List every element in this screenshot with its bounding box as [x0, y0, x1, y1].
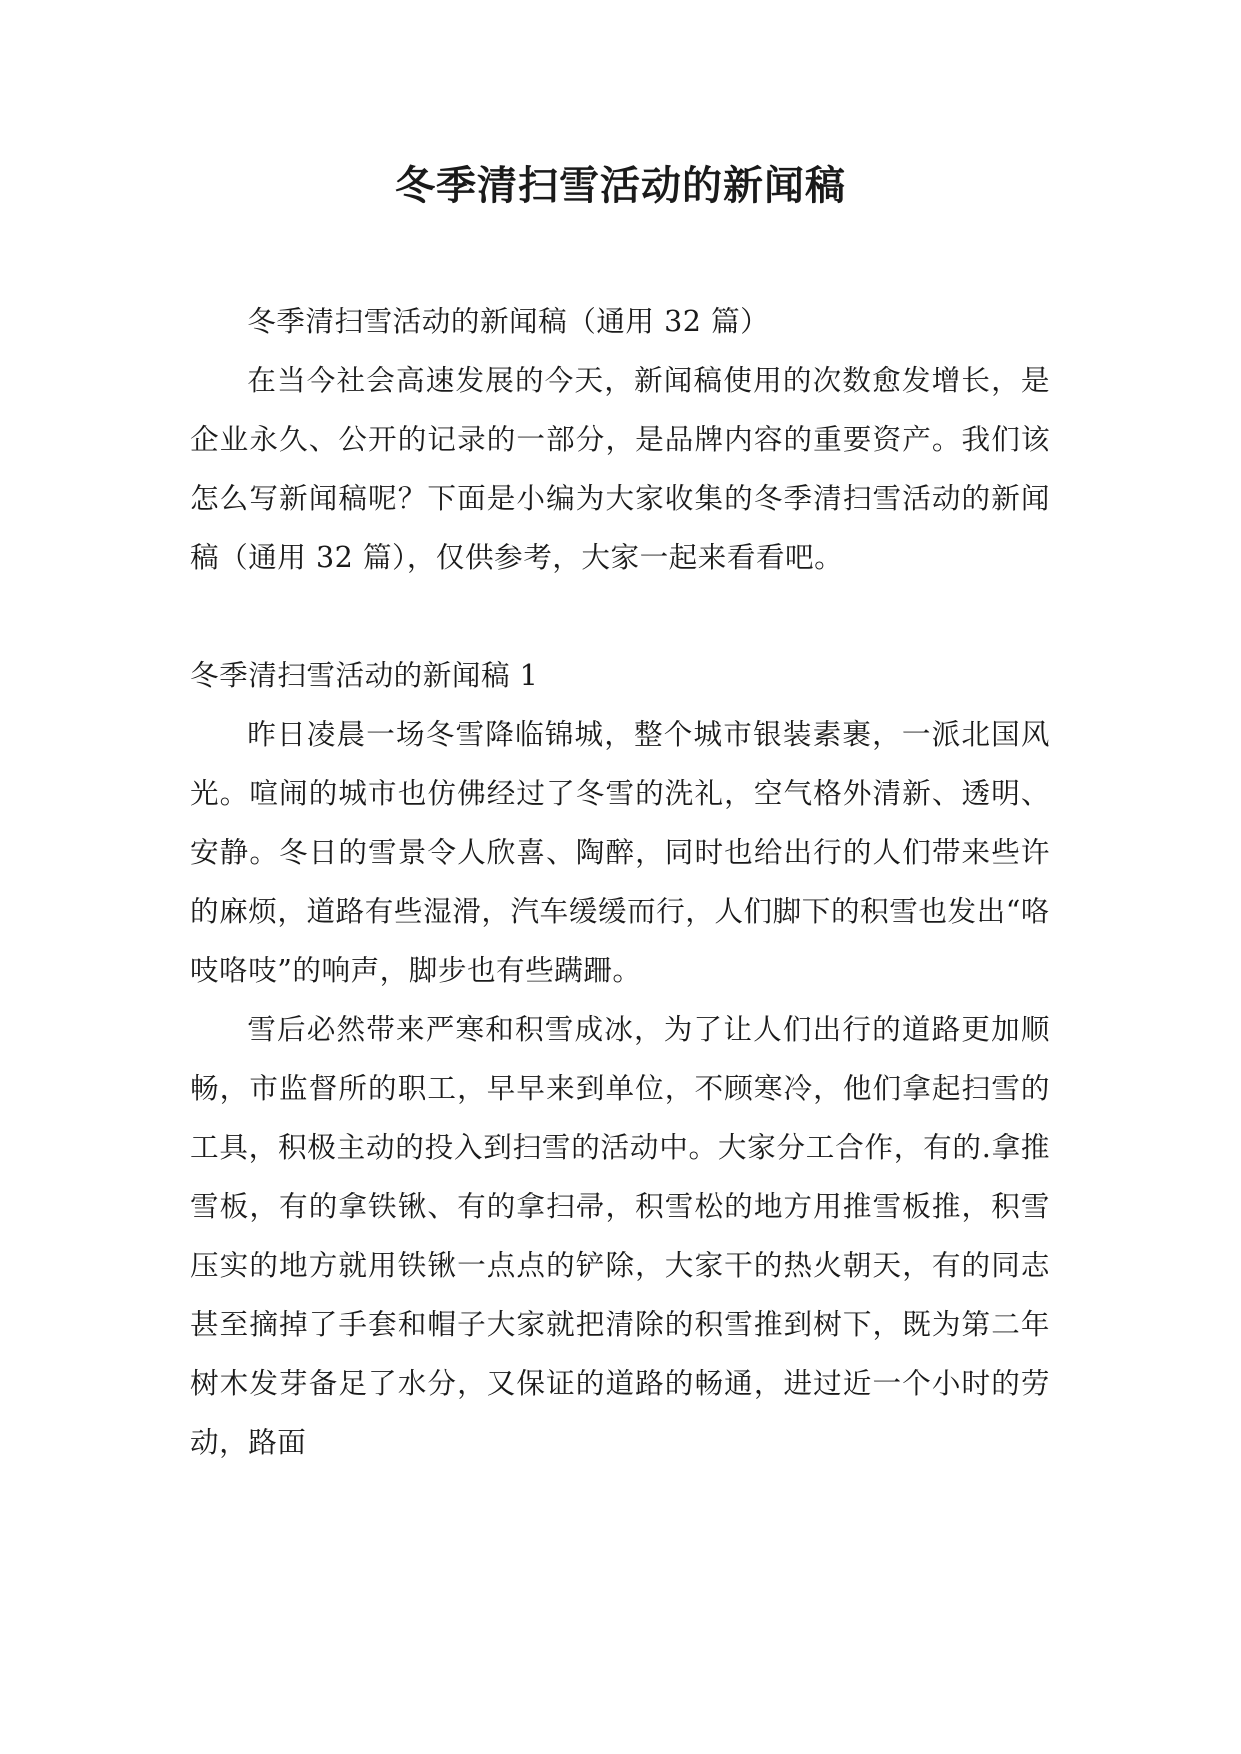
- document-subtitle: 冬季清扫雪活动的新闻稿（通用 32 篇）: [247, 304, 770, 338]
- paragraph-gap: [190, 587, 1050, 646]
- document-title: 冬季清扫雪活动的新闻稿: [395, 163, 846, 209]
- section-paragraph-2: 雪后必然带来严寒和积雪成冰，为了让人们出行的道路更加顺畅，市监督所的职工，早早来到单位，不顾寒冷，他们拿起扫雪的工具，积极主动的投入到扫雪的活动中。大家分工合作，有的.拿推雪板，有的拿铁锹、有的拿扫帚，积雪松的地方用推雪板推，积雪压实的地方就用铁锹一点点的铲除，大家干的热火朝天，有的同志甚至摘掉了手套和帽子大家就把清除的积雪推到树下，既为第二年树木发芽备足了水分，又保证的道路的畅通，进过近一个小时的劳动，路面: [190, 1012, 1050, 1459]
- section-paragraph-1: 昨日凌晨一场冬雪降临锦城，整个城市银装素裹，一派北国风光。喧闹的城市也仿佛经过了冬雪的洗礼，空气格外清新、透明、安静。冬日的雪景令人欣喜、陶醉，同时也给出行的人们带来些许的麻烦，道路有些湿滑，汽车缓缓而行，人们脚下的积雪也发出“咯吱咯吱”的响声，脚步也有些蹒跚。: [190, 717, 1050, 987]
- document-body: [190, 292, 1050, 1472]
- section-heading: 冬季清扫雪活动的新闻稿 1: [190, 658, 539, 692]
- intro-paragraph: 在当今社会高速发展的今天，新闻稿使用的次数愈发增长，是企业永久、公开的记录的一部分，是品牌内容的重要资产。我们该怎么写新闻稿呢？下面是小编为大家收集的冬季清扫雪活动的新闻稿（通用 32 篇），仅供参考，大家一起来看看吧。: [190, 363, 1050, 574]
